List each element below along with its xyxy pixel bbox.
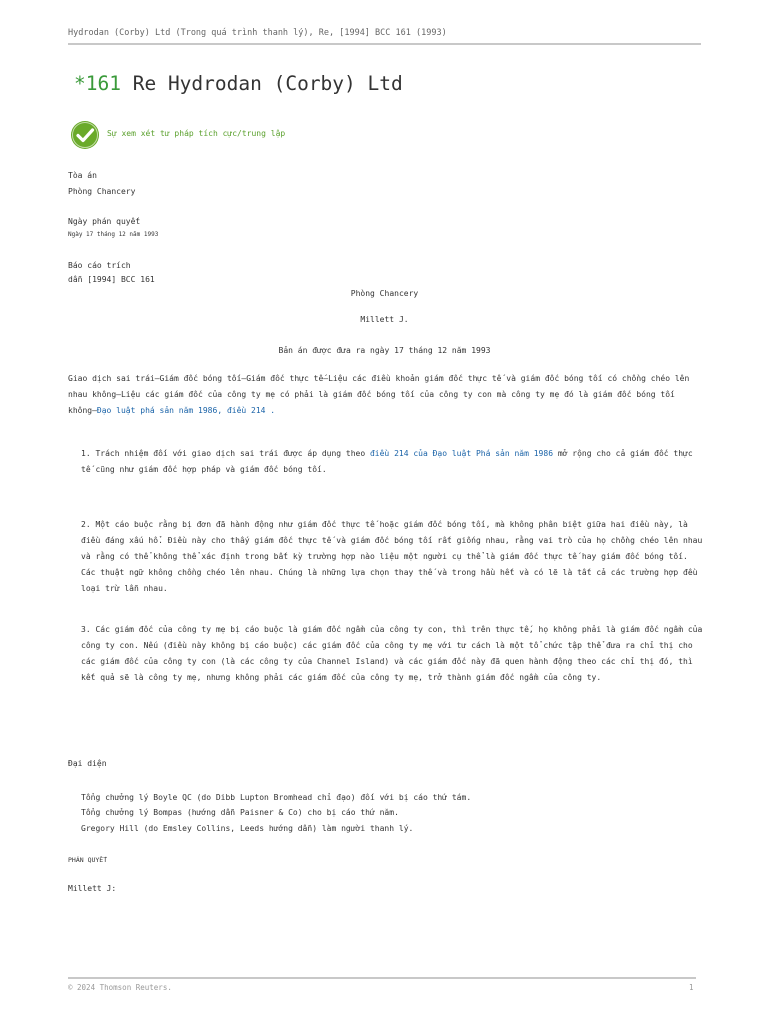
point-2: [81, 517, 703, 597]
judgment-heading: PHÁN QUYẾT: [68, 856, 108, 864]
point-2-text: 2. Một cáo buộc rằng bị đơn đã hành động như giám đốc thực tế hoặc giám đốc bóng tối, mà không phân biệt giữa hai điều này, là điều đáng xấu hổ. Điều này cho thấy giám đốc thực tế và giám đốc bóng tối rất giống nhau, rằng vai trò của họ chồng chéo lên nhau và rằng có thể không thể xác định trong bất kỳ trường hợp nào liệu một người cụ thể là giám đốc thực tế hay giám đốc bóng tối. Các thuật ngữ không chồng chéo lên nhau. Chúng là những lựa chọn thay thế và trong hầu hết và có lẽ là tất cả các trường hợp đều loại trừ lẫn nhau.: [81, 520, 703, 593]
counsel-line: Gregory Hill (do Emsley Collins, Leeds hướng dẫn) làm người thanh lý.: [81, 824, 414, 833]
court-value: Phòng Chancery: [68, 187, 136, 196]
check-icon: [70, 120, 100, 150]
point-3: [81, 622, 703, 686]
headnote: [68, 371, 702, 419]
court-label: Tòa án: [68, 171, 97, 180]
report-citation-value: dẫn [1994] BCC 161: [68, 275, 155, 284]
date-value: Ngày 17 tháng 12 năm 1993: [68, 231, 159, 238]
representation-heading: Đại diện: [68, 759, 107, 768]
point-1-text-end: mở rộng cho cả giám đốc thực tế cũng như giám đốc hợp pháp và giám đốc bóng tối.: [81, 449, 693, 474]
headnote-text: Giao dịch sai trái—Giám đốc bóng tối—Giám đốc thực tế—Liệu các điều khoản giám đốc thực tế và giám đốc bóng tối có chồng chéo lên nhau không—Liệu các giám đốc của công ty mẹ có phải là giám đốc bóng tối của công ty con mà công ty mẹ đó là giám đốc bóng tối không—: [68, 374, 690, 415]
treatment-flag-label[interactable]: Sự xem xét tư pháp tích cực/trung lập: [107, 129, 286, 138]
headnote-statute-link[interactable]: Đạo luật phá sản năm 1986, điều 214 .: [96, 406, 276, 415]
counsel-line: Tổng chưởng lý Boyle QC (do Dibb Lupton Bromhead chỉ đạo) đối với bị cáo thứ tám.: [81, 793, 472, 802]
case-name: Re Hydrodan (Corby) Ltd: [132, 72, 403, 95]
judge-opening: Millett J:: [68, 884, 117, 893]
footer-page-number: 1: [689, 983, 694, 992]
page-title: [74, 72, 403, 95]
running-header: Hydrodan (Corby) Ltd (Trong quá trình thanh lý), Re, [1994] BCC 161 (1993): [68, 28, 447, 38]
date-label: Ngày phán quyết: [68, 217, 141, 226]
point-1-text-start: 1. Trách nhiệm đối với giao dịch sai trái được áp dụng theo: [81, 449, 370, 458]
judgment-date: Bản án được đưa ra ngày 17 tháng 12 năm 1993: [278, 346, 491, 355]
report-citation-label: Báo cáo trích: [68, 261, 131, 270]
division-heading: Phòng Chancery: [350, 289, 419, 298]
header-divider: [68, 43, 701, 45]
point-1-statute-link[interactable]: điều 214 của Đạo luật Phá sản năm 1986: [369, 449, 554, 458]
judge-heading: Millett J.: [360, 315, 409, 324]
footer-copyright: © 2024 Thomson Reuters.: [68, 983, 172, 992]
footer-divider: [68, 977, 696, 979]
counsel-line: Tổng chưởng lý Bompas (hướng dẫn Paisner & Co) cho bị cáo thứ năm.: [81, 808, 399, 817]
page-number-marker: *161: [74, 72, 121, 95]
point-1: [81, 446, 703, 478]
point-3-text: 3. Các giám đốc của công ty mẹ bị cáo buộc là giám đốc ngầm của công ty con, thì trên thực tế, họ không phải là giám đốc ngầm của công ty con. Nếu (điều này không bị cáo buộc) các giám đốc của công ty mẹ với tư cách là một tổ chức tập thể đưa ra chỉ thị cho các giám đốc của công ty con (là các công ty của Channel Island) và các giám đốc này đã quen hành động theo các chỉ thị đó, thì kết quả sẽ là công ty mẹ, nhưng không phải các giám đốc của công ty mẹ, trở thành giám đốc ngầm của công ty.: [81, 625, 703, 682]
